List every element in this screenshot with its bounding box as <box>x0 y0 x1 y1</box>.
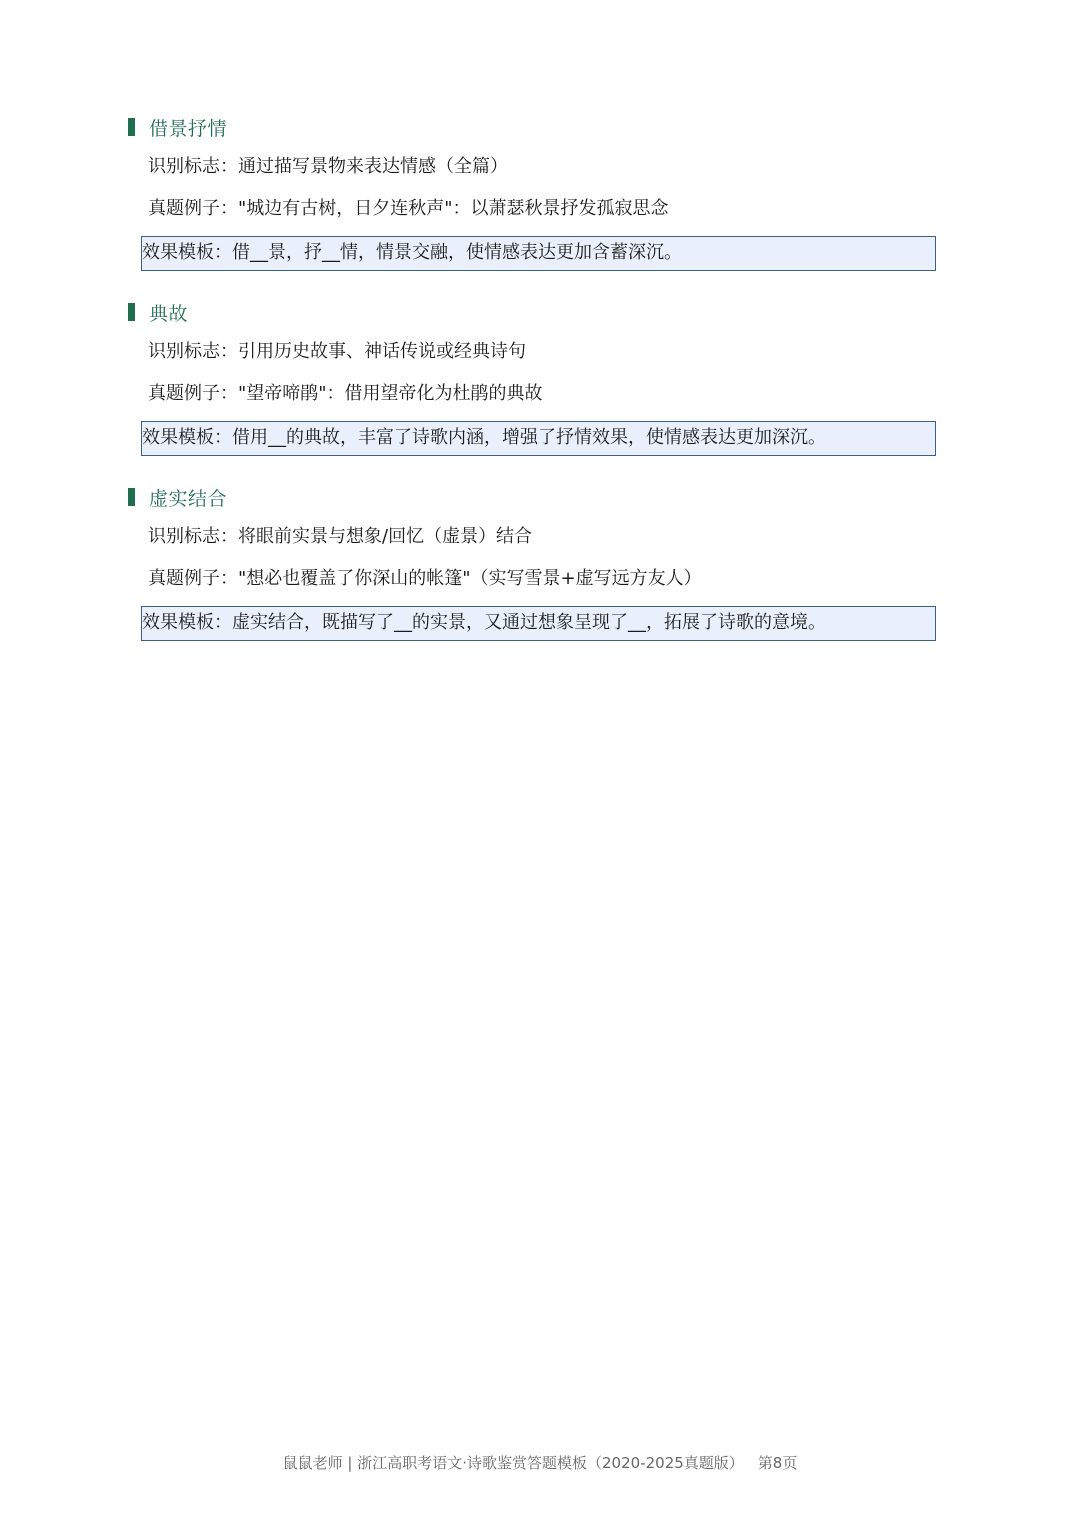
identify-line: 识别标志：通过描写景物来表达情感（全篇） <box>148 156 508 177</box>
template-box: 效果模板：虚实结合，既描写了__的实景，又通过想象呈现了__，拓展了诗歌的意境。 <box>141 606 936 641</box>
page-number: 第8页 <box>757 1454 798 1472</box>
example-line: 真题例子："望帝啼鹃"：借用望帝化为杜鹃的典故 <box>148 383 543 404</box>
example-line: 真题例子："想必也覆盖了你深山的帐篷"（实写雪景+虚写远方友人） <box>148 568 702 589</box>
page-footer <box>0 1452 1080 1473</box>
section-title: 虚实结合 <box>149 487 228 510</box>
template-box: 效果模板：借用__的典故，丰富了诗歌内涵，增强了抒情效果，使情感表达更加深沉。 <box>141 421 936 456</box>
section-title: 典故 <box>149 302 189 325</box>
footer-text: 鼠鼠老师 | 浙江高职考语文·诗歌鉴赏答题模板（2020-2025真题版） <box>282 1454 744 1472</box>
identify-line: 识别标志：引用历史故事、神话传说或经典诗句 <box>148 341 526 362</box>
section-title: 借景抒情 <box>149 117 228 140</box>
example-line: 真题例子："城边有古树，日夕连秋声"：以萧瑟秋景抒发孤寂思念 <box>148 198 669 219</box>
heading-marker-bar <box>128 303 135 321</box>
section-diangu <box>128 297 940 456</box>
section-heading <box>128 297 940 327</box>
heading-marker-bar <box>128 118 135 136</box>
section-heading <box>128 482 940 512</box>
section-jiejing-shuqing <box>128 112 940 271</box>
heading-marker-bar <box>128 488 135 506</box>
section-heading <box>128 112 940 142</box>
identify-line: 识别标志：将眼前实景与想象/回忆（虚景）结合 <box>148 526 533 547</box>
section-xushi-jiehe <box>128 482 940 641</box>
template-box: 效果模板：借__景，抒__情，情景交融，使情感表达更加含蓄深沉。 <box>141 236 936 271</box>
